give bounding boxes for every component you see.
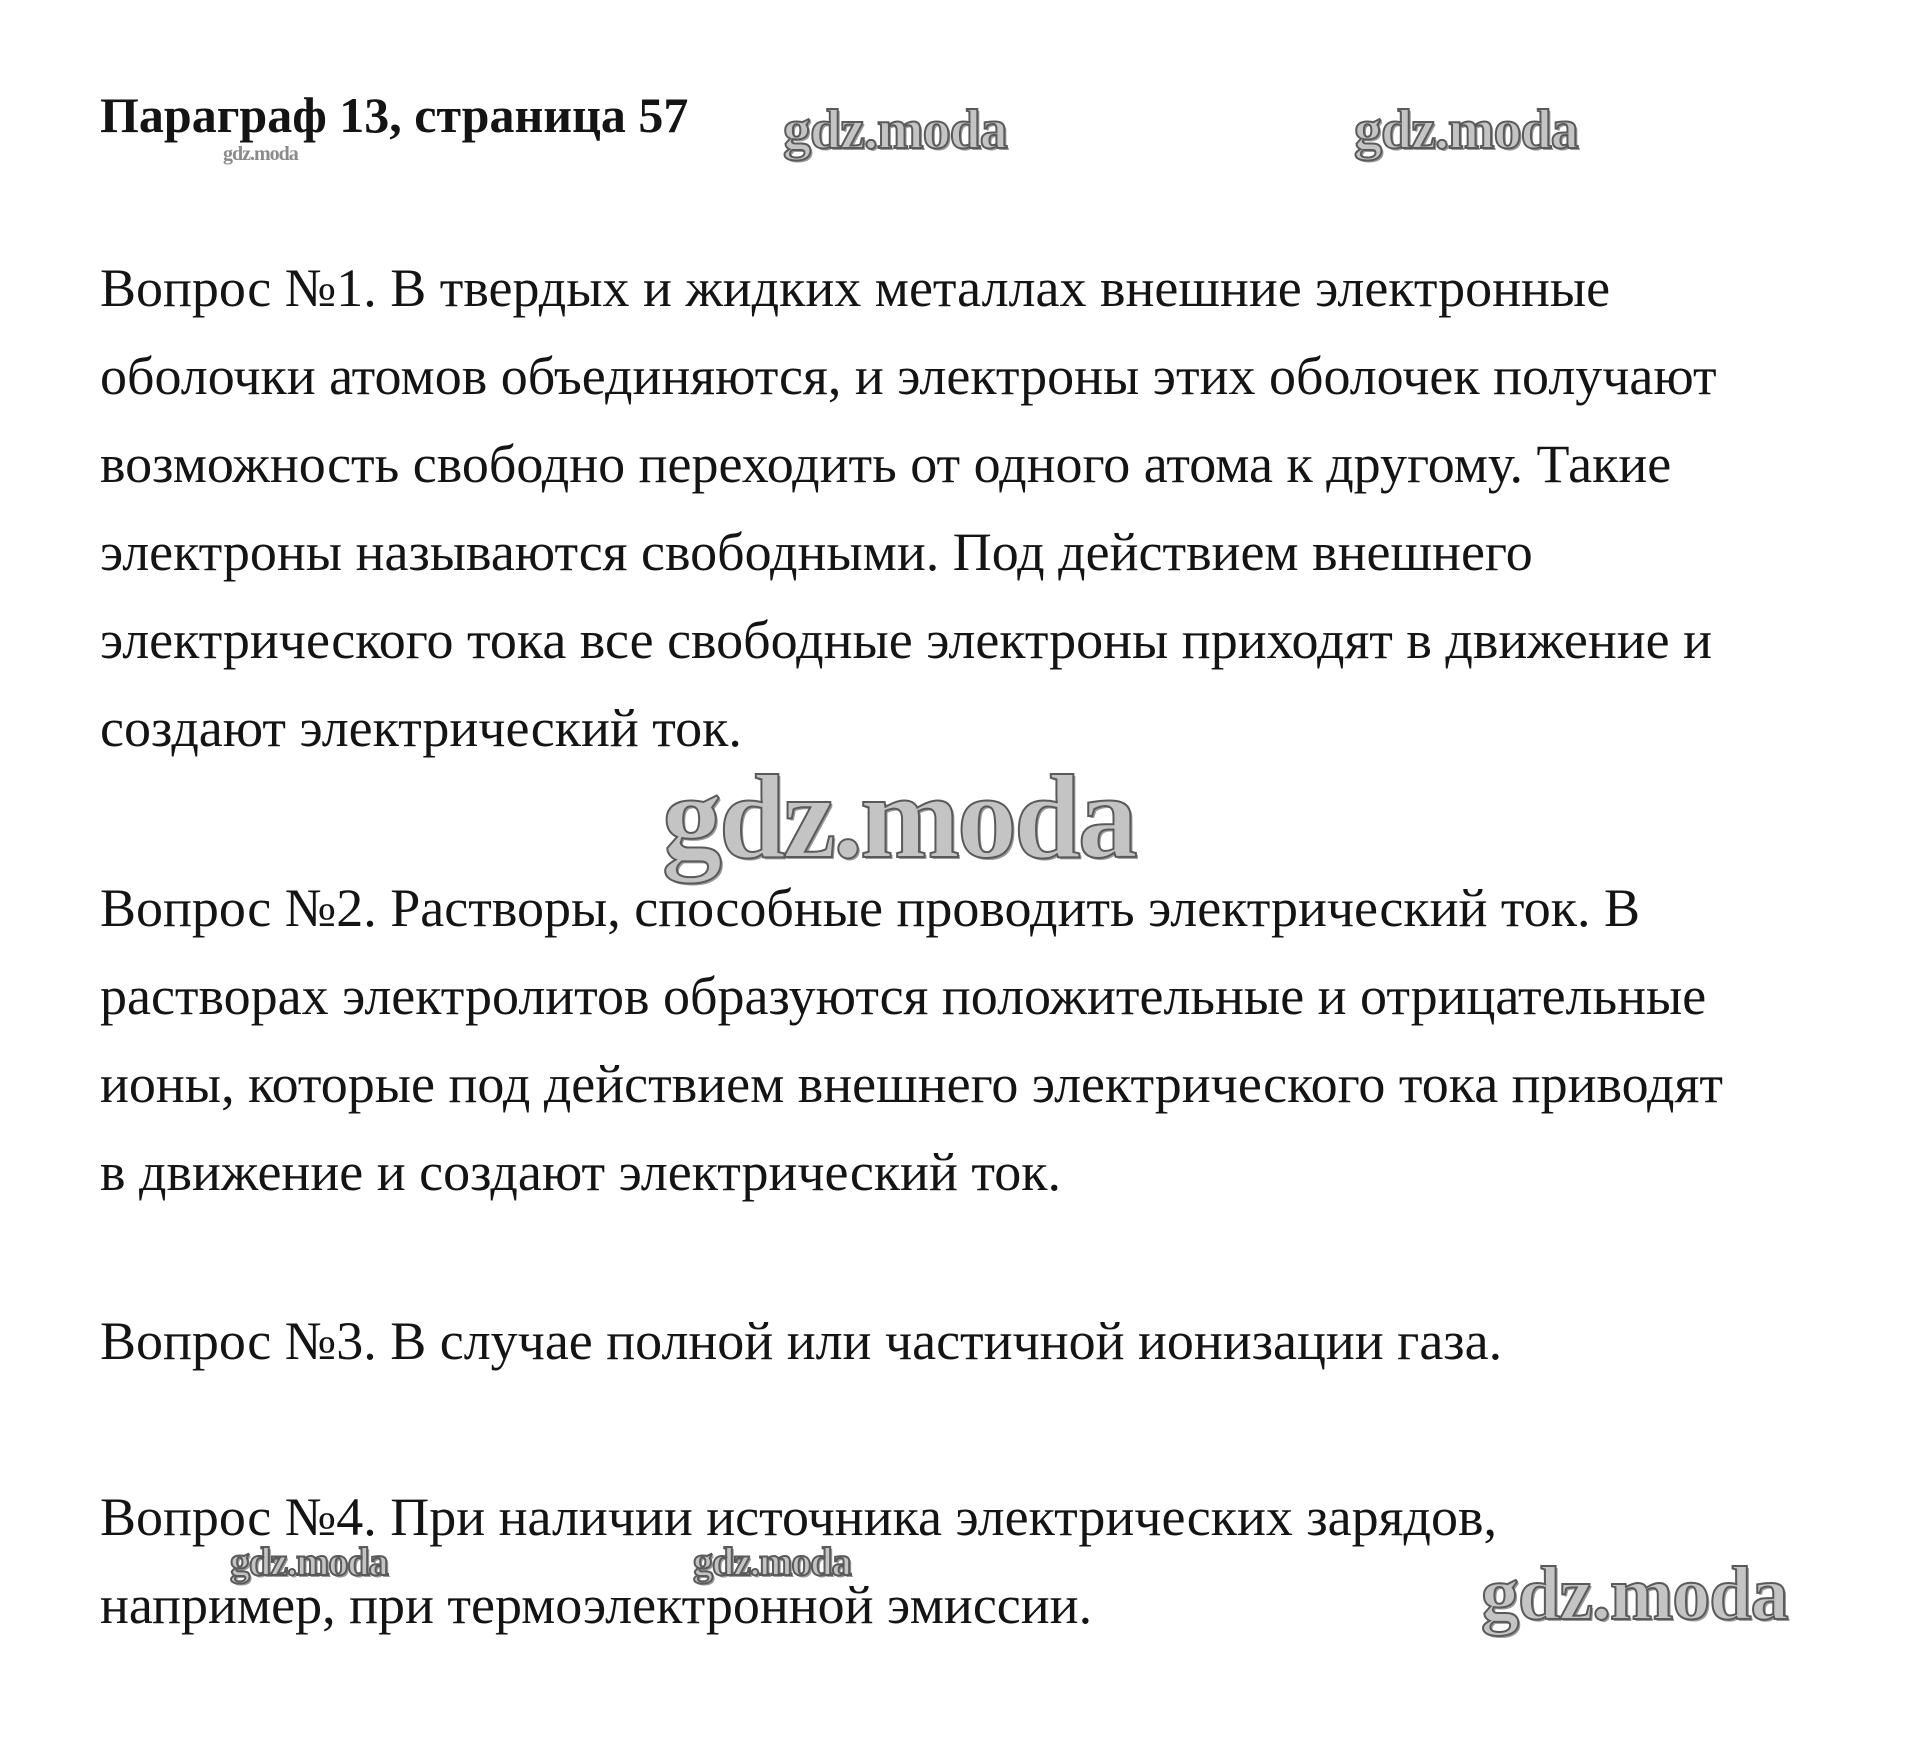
answer-question-3: Вопрос №3. В случае полной или частичной ионизации газа.	[100, 1311, 1503, 1371]
answer-question-2: Вопрос №2. Растворы, способные проводить электрический ток. В растворах электролитов образуются положительные и отрицательные ионы, которые под действием внешнего электрического тока приводят в движение и создают электрический ток.	[100, 878, 1723, 1202]
watermark: gdz.moda	[230, 1539, 388, 1584]
watermark: gdz.moda	[1481, 1552, 1788, 1636]
watermark: gdz.moda	[783, 99, 1007, 161]
watermark: gdz.moda	[1354, 99, 1578, 161]
answer-question-4: Вопрос №4. При наличии источника электрических зарядов, например, при термоэлектронной эмиссии.	[100, 1487, 1497, 1635]
watermark: gdz.moda	[223, 143, 298, 165]
watermark: gdz.moda	[662, 750, 1135, 883]
page-title: Параграф 13, страница 57	[100, 87, 689, 143]
answer-question-1: Вопрос №1. В твердых и жидких металлах внешние электронные оболочки атомов объединяются, и электроны этих оболочек получают возможность свободно переходить от одного атома к другому. Такие электроны называются свободными. Под действием внешнего электрического тока все свободные электроны приходят в движение и создают электрический ток.	[100, 258, 1717, 758]
watermark: gdz.moda	[693, 1539, 851, 1584]
